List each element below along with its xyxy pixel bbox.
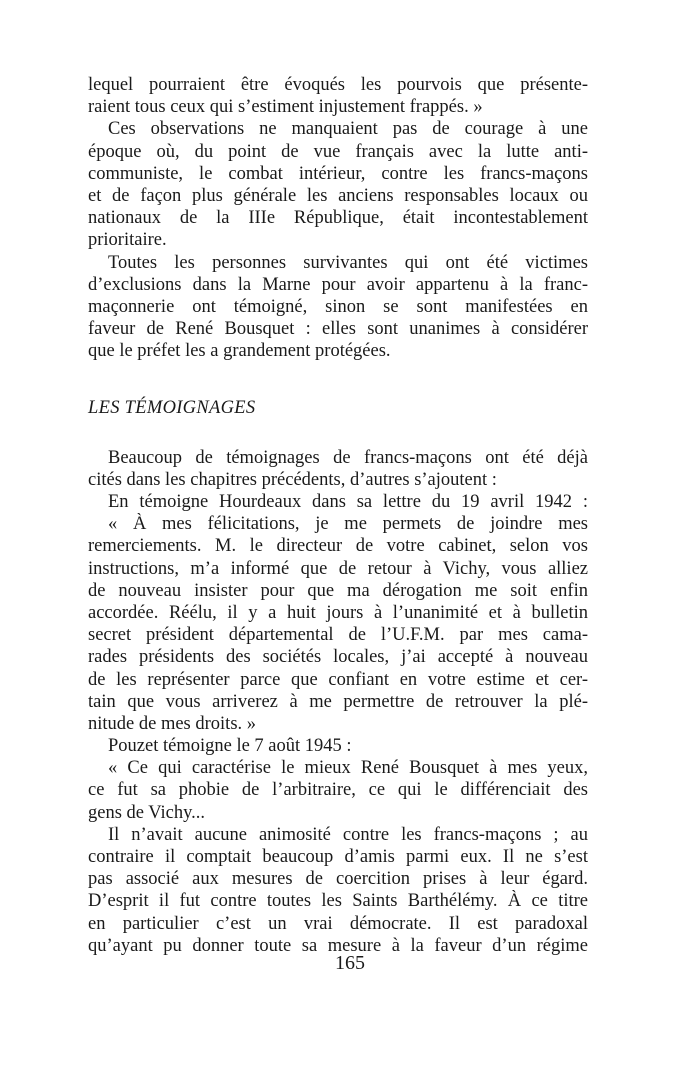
text-line: secret président départemental de l’U.F.M. par mes cama- xyxy=(88,625,588,646)
page-number: 165 xyxy=(335,952,365,974)
text-line: d’exclusions dans la Marne pour avoir appartenu à la franc- xyxy=(88,274,588,295)
text-line: D’esprit il fut contre toutes les Saints Barthélémy. À ce titre xyxy=(88,891,588,912)
text-line: Beaucoup de témoignages de francs-maçons ont été déjà xyxy=(108,447,588,468)
text-line: nitude de mes droits. » xyxy=(88,713,257,734)
text-line: En témoigne Hourdeaux dans sa lettre du 19 avril 1942 : xyxy=(108,492,588,512)
text-line: contraire il comptait beaucoup d’amis parmi eux. Il ne s’est xyxy=(88,847,588,867)
text-line: rades présidents des sociétés locales, j’ai accepté à nouveau xyxy=(88,647,588,668)
text-line: époque où, du point de vue français avec la lutte anti- xyxy=(88,141,588,162)
text-line: « Ce qui caractérise le mieux René Bousquet à mes yeux, xyxy=(108,758,588,779)
text-line: maçonnerie ont témoigné, sinon se sont manifestées en xyxy=(88,296,588,317)
text-line: nationaux de la IIIe République, était incontestablement xyxy=(88,208,588,229)
text-line: Toutes les personnes survivantes qui ont été victimes xyxy=(108,252,588,273)
text-line: de nouveau insister pour que ma dérogation me soit enfin xyxy=(88,580,588,601)
section-heading: LES TÉMOIGNAGES xyxy=(88,398,256,419)
text-line: cités dans les chapitres précédents, d’autres s’ajoutent : xyxy=(88,469,497,490)
paragraph-group-testimonies xyxy=(88,447,588,957)
text-line: gens de Vichy... xyxy=(88,802,206,823)
text-line: Il n’avait aucune animosité contre les francs-maçons ; au xyxy=(108,824,588,845)
text-line: et de façon plus générale les anciens responsables locaux ou xyxy=(88,185,588,206)
text-line: lequel pourraient être évoqués les pourvois que présente- xyxy=(88,75,588,95)
text-line: « À mes félicitations, je me permets de joindre mes xyxy=(108,514,588,535)
text-line: que le préfet les a grandement protégées. xyxy=(88,341,391,362)
text-line: Ces observations ne manquaient pas de courage à une xyxy=(108,119,588,140)
body-text xyxy=(88,74,588,957)
text-line: accordée. Réélu, il y a huit jours à l’unanimité et à bulletin xyxy=(88,602,588,623)
text-line: qu’ayant pu donner toute sa mesure à la faveur d’un régime xyxy=(88,935,588,956)
text-line: faveur de René Bousquet : elles sont unanimes à considérer xyxy=(88,319,588,340)
text-line: prioritaire. xyxy=(88,230,167,251)
text-line: communiste, le combat intérieur, contre les francs-maçons xyxy=(88,163,588,184)
text-line: tain que vous arriverez à me permettre de retrouver la plé- xyxy=(88,691,588,712)
text-line: remerciements. M. le directeur de votre cabinet, selon vos xyxy=(88,536,588,557)
paragraph-group-intro xyxy=(88,74,588,362)
text-line: en particulier c’est un vrai démocrate. Il est paradoxal xyxy=(88,913,588,934)
text-line: pas associé aux mesures de coercition prises à leur égard. xyxy=(88,869,588,890)
text-line: instructions, m’a informé que de retour à Vichy, vous alliez xyxy=(88,558,588,579)
text-line: Pouzet témoigne le 7 août 1945 : xyxy=(108,736,352,757)
text-line: de les représenter parce que confiant en votre estime et cer- xyxy=(88,669,588,690)
text-line: ce fut sa phobie de l’arbitraire, ce qui le différenciait des xyxy=(88,780,588,801)
text-line: raient tous ceux qui s’estiment injustement frappés. » xyxy=(88,97,483,118)
